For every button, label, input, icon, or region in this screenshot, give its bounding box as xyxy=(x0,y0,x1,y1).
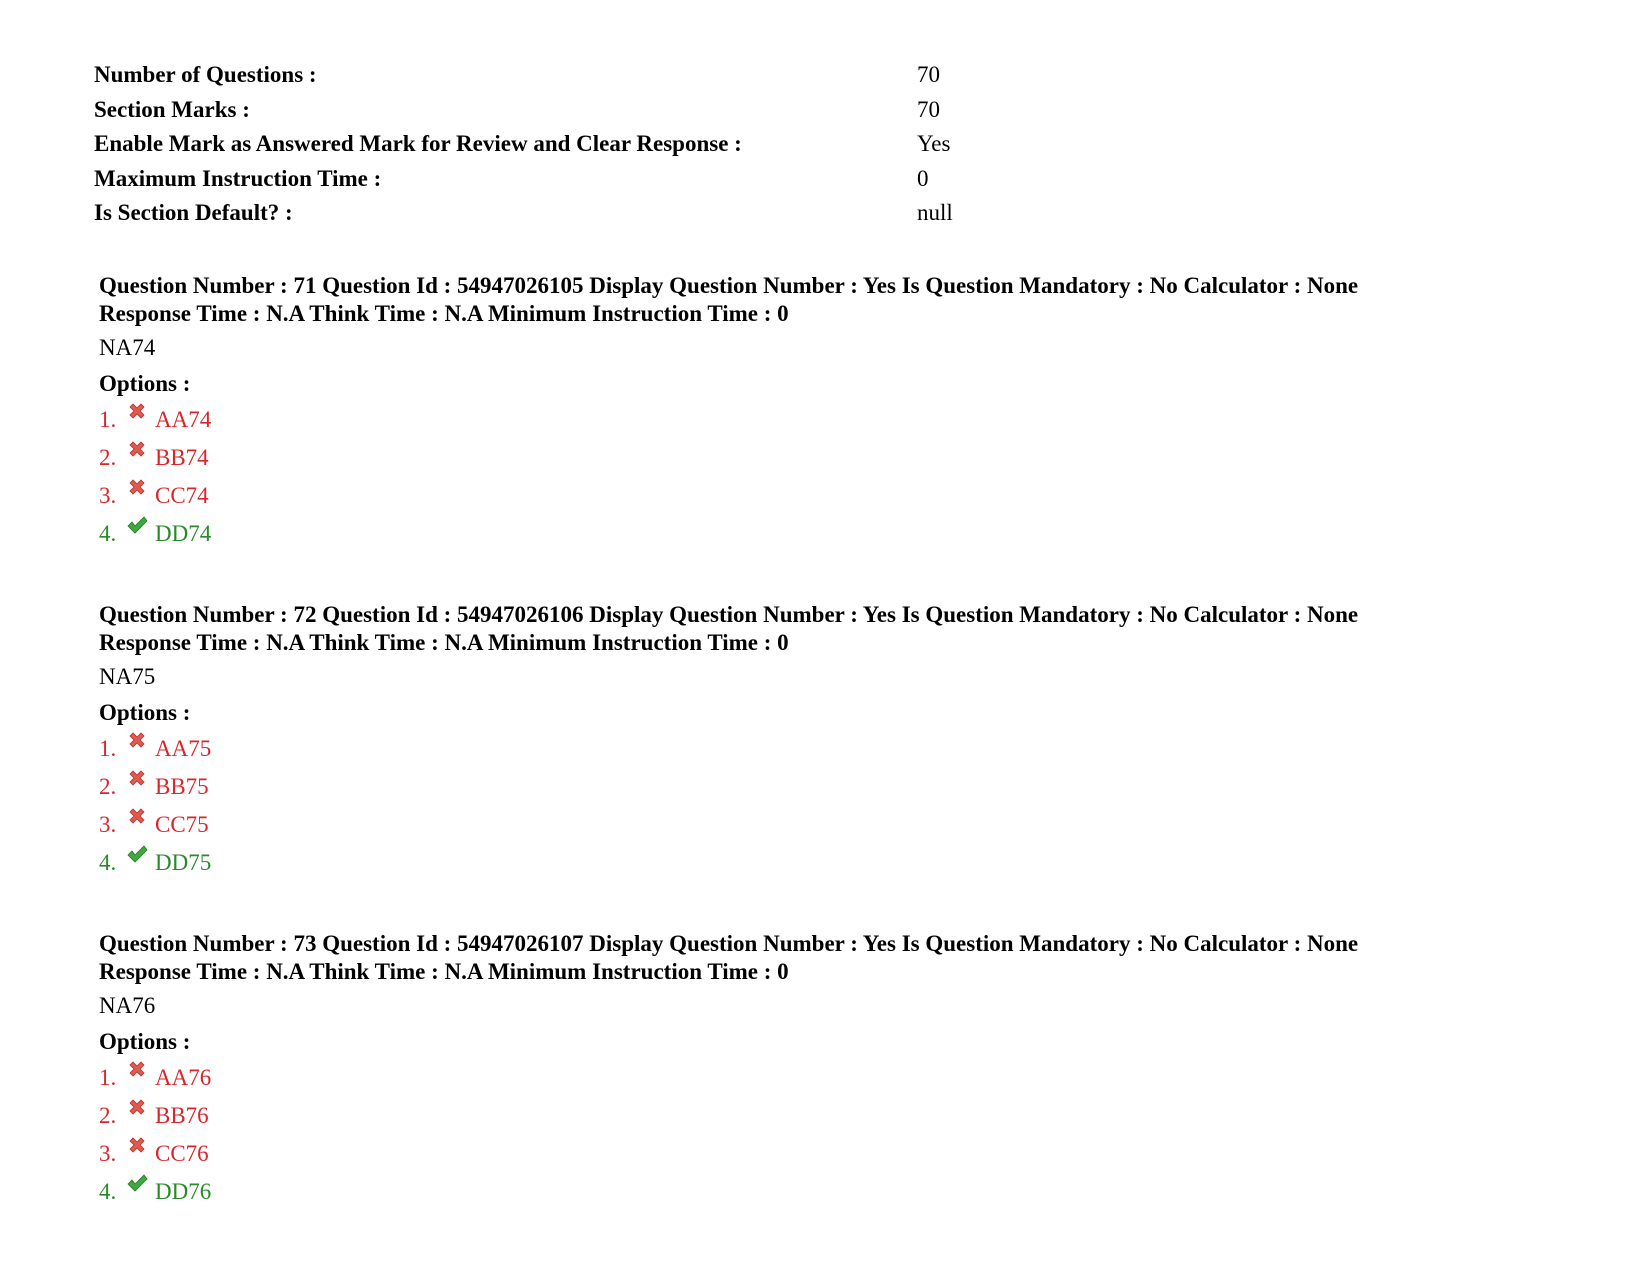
info-label: Number of Questions : xyxy=(94,62,317,87)
option-3 xyxy=(99,482,1599,510)
check-icon xyxy=(126,514,148,536)
option-number: 4. xyxy=(99,850,117,875)
question-text: NA74 xyxy=(99,335,156,360)
option-number: 1. xyxy=(99,1065,117,1090)
options-label: Options : xyxy=(99,1029,191,1054)
option-2 xyxy=(99,773,1599,801)
option-2 xyxy=(99,444,1599,472)
option-text: DD75 xyxy=(155,850,212,875)
options-label: Options : xyxy=(99,700,191,725)
cross-icon xyxy=(126,438,148,460)
option-number: 4. xyxy=(99,521,117,546)
cross-icon xyxy=(126,1058,148,1080)
option-2 xyxy=(99,1102,1599,1130)
option-text: BB74 xyxy=(155,445,209,470)
info-row-max-instruction-time xyxy=(94,162,1094,197)
option-3 xyxy=(99,811,1599,839)
option-text: BB76 xyxy=(155,1103,209,1128)
option-text: AA74 xyxy=(155,407,212,432)
info-value: Yes xyxy=(917,131,951,156)
option-number: 2. xyxy=(99,774,117,799)
option-text: AA75 xyxy=(155,736,212,761)
cross-icon xyxy=(126,476,148,498)
info-label: Maximum Instruction Time : xyxy=(94,165,382,191)
option-number: 2. xyxy=(99,445,117,470)
option-number: 4. xyxy=(99,1179,117,1204)
option-text: AA76 xyxy=(155,1065,212,1090)
question-header-line1: Question Number : 71 Question Id : 54947026105 Display Question Number : Yes Is Question Mandatory : No Calculator : None xyxy=(99,273,1359,298)
question-header-line2: Response Time : N.A Think Time : N.A Minimum Instruction Time : 0 xyxy=(99,959,789,984)
option-number: 2. xyxy=(99,1103,117,1128)
info-value: 70 xyxy=(917,62,940,87)
info-row-number-of-questions xyxy=(94,58,1094,93)
option-text: DD74 xyxy=(155,521,212,546)
info-label: Is Section Default? : xyxy=(94,200,293,225)
info-row-section-default xyxy=(94,196,1094,231)
check-icon xyxy=(126,1172,148,1194)
option-4 xyxy=(99,1178,1599,1206)
option-text: CC76 xyxy=(155,1141,209,1166)
info-value: 70 xyxy=(917,96,940,122)
section-info xyxy=(94,58,1094,231)
question-text: NA76 xyxy=(99,993,156,1018)
question-header-line1: Question Number : 72 Question Id : 54947026106 Display Question Number : Yes Is Question Mandatory : No Calculator : None xyxy=(99,602,1359,627)
question-header-line1: Question Number : 73 Question Id : 54947026107 Display Question Number : Yes Is Question Mandatory : No Calculator : None xyxy=(99,931,1359,956)
question-header-line2: Response Time : N.A Think Time : N.A Minimum Instruction Time : 0 xyxy=(99,630,789,655)
cross-icon xyxy=(126,400,148,422)
question-block xyxy=(99,272,1599,548)
question-block xyxy=(99,930,1599,1206)
info-row-enable-mark xyxy=(94,127,1094,162)
option-number: 1. xyxy=(99,736,117,761)
option-number: 3. xyxy=(99,1141,117,1166)
option-4 xyxy=(99,849,1599,877)
option-4 xyxy=(99,520,1599,548)
option-number: 3. xyxy=(99,812,117,837)
option-text: CC75 xyxy=(155,812,209,837)
cross-icon xyxy=(126,729,148,751)
info-row-section-marks xyxy=(94,93,1094,128)
question-block xyxy=(99,601,1599,877)
cross-icon xyxy=(126,767,148,789)
info-label: Section Marks : xyxy=(94,96,250,122)
question-header-line2: Response Time : N.A Think Time : N.A Minimum Instruction Time : 0 xyxy=(99,301,789,326)
question-text: NA75 xyxy=(99,664,156,689)
options-label: Options : xyxy=(99,371,191,396)
option-text: DD76 xyxy=(155,1179,212,1204)
option-text: BB75 xyxy=(155,774,209,799)
option-number: 3. xyxy=(99,483,117,508)
check-icon xyxy=(126,843,148,865)
option-3 xyxy=(99,1140,1599,1168)
option-1 xyxy=(99,735,1599,763)
cross-icon xyxy=(126,1134,148,1156)
option-1 xyxy=(99,406,1599,434)
cross-icon xyxy=(126,805,148,827)
option-1 xyxy=(99,1064,1599,1092)
info-value: 0 xyxy=(917,165,929,191)
option-text: CC74 xyxy=(155,483,209,508)
option-number: 1. xyxy=(99,407,117,432)
info-label: Enable Mark as Answered Mark for Review and Clear Response : xyxy=(94,131,742,156)
info-value: null xyxy=(917,200,953,225)
cross-icon xyxy=(126,1096,148,1118)
